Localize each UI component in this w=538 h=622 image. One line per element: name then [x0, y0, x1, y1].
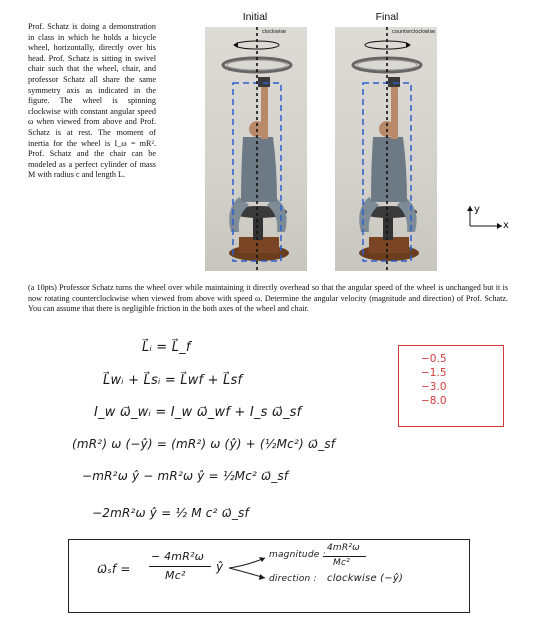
score-box — [398, 345, 504, 427]
initial-photo — [205, 27, 307, 271]
work-line-1: L⃗ᵢ = L⃗_f — [142, 340, 191, 355]
final-arrow-label: counterclockwise — [392, 29, 436, 35]
score-item: −8.0 — [421, 395, 447, 407]
initial-arrow-label: clockwise — [262, 29, 287, 35]
work-line-4: (mR²) ω (−ŷ) = (mR²) ω (ŷ) + (½Mc²) ω⃗_sf — [72, 437, 336, 451]
score-item: −0.5 — [421, 353, 447, 365]
final-title: Final — [375, 11, 399, 23]
magnitude-denominator: Mc² — [333, 558, 350, 568]
answer-denominator: Mc² — [165, 569, 186, 582]
direction-value: clockwise (−ŷ) — [327, 573, 404, 584]
magnitude-numerator: 4mR²ω — [327, 543, 360, 553]
answer-fraction-bar — [149, 566, 211, 567]
initial-title: Initial — [242, 11, 268, 23]
work-line-3: I_w ω⃗_wᵢ = I_w ω⃗_wf + I_s ω⃗_sf — [94, 405, 302, 420]
intro-text: Prof. Schatz is doing a demonstration in class in which he holds a bicycle wheel, horizontally, directly over his head. Prof. Schatz is sitting in swivel chair such that the wheel, chair, and professor Schatz all share the same symmetry axis as indicated in the figure. The wheel is spinning clockwise with constant angular speed ω when viewed from above and Prof. Schatz is at rest. The moment of inertia for the wheel is I_ω = mR². Prof. Schatz and the chair can be modeled as a perfect cylinder of mass M with radius c and length L. — [28, 22, 156, 180]
problem-intro — [28, 22, 156, 181]
direction-label: direction : — [269, 574, 317, 584]
magnitude-fraction-bar — [324, 556, 366, 557]
question-text: (a 10pts) Professor Schatz turns the wheel over while maintaining it directly overhead so that the angular speed of the wheel is unchanged but it is now rotating counterclockwise when viewed from above with speed ω. Determine the angular velocity (magnitude and direction) of Prof. Schatz. You can assume that there is negligible friction in the both axes of the wheel and chair. — [28, 283, 508, 314]
axis-x-label: x — [503, 220, 509, 231]
final-photo — [335, 27, 437, 271]
axis-y-label: y — [474, 204, 480, 215]
answer-unit-vector: ŷ — [216, 560, 224, 574]
answer-arrows-icon — [227, 552, 269, 584]
answer-numerator: − 4mR²ω — [151, 550, 205, 563]
work-line-5: −mR²ω ŷ − mR²ω ŷ = ½Mc² ω⃗_sf — [82, 469, 289, 483]
work-line-6: −2mR²ω ŷ = ½ M c² ω⃗_sf — [92, 506, 249, 520]
work-line-2: L⃗wᵢ + L⃗sᵢ = L⃗wf + L⃗sf — [103, 373, 243, 388]
question-text-block — [28, 283, 508, 315]
answer-lhs: ω⃗ₛf = — [97, 562, 131, 576]
score-item: −3.0 — [421, 381, 447, 393]
final-answer-box — [68, 539, 470, 613]
magnitude-label: magnitude : — [269, 550, 326, 560]
score-item: −1.5 — [421, 367, 447, 379]
